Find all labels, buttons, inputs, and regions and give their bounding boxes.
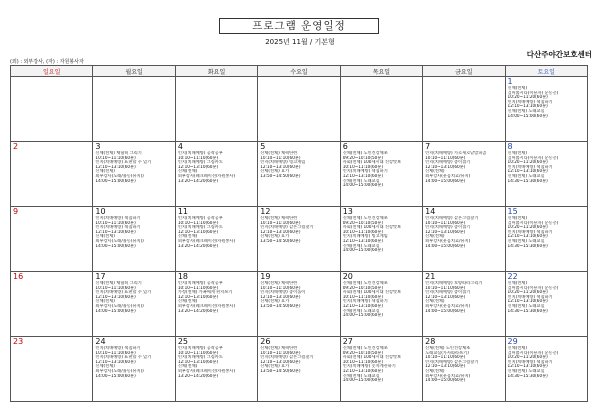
program-line: 신체(전체) <box>507 86 527 90</box>
program-line: 신체(전체) 노래교실 <box>507 368 545 373</box>
day-cell <box>258 142 340 207</box>
program-line: 신체(전체) <box>177 169 198 174</box>
program-line: 인지(치매예방) 색칠하기 <box>342 299 388 304</box>
day-cell <box>340 337 422 402</box>
program-line: 인지(치매예방) 같은그림찾기 <box>260 355 314 360</box>
program-line: 신체(전체) 노래교실 <box>342 373 380 378</box>
program-line: 09:20~10:10(50분) <box>342 350 383 355</box>
program-line: 신체(전체) <box>95 299 115 304</box>
program-line: 신체(전체) 체력단련 <box>260 281 298 285</box>
program-line: 외부강사(레크레이션/자원봉사) <box>177 368 236 373</box>
program-line: 신체(전체) 체력단련 <box>260 151 298 155</box>
day-number: 10 <box>95 207 106 216</box>
day-number: 9 <box>13 207 19 216</box>
day-number: 16 <box>13 272 24 281</box>
program-line: 13:50~14:50(60분) <box>260 303 301 308</box>
program-line: 신체(전체) <box>425 299 445 304</box>
center-name: 다산주야간보호센터 <box>526 50 592 59</box>
program-line: 인지(치매예방) 표현할 수 있기 <box>95 290 152 295</box>
program-line: 인지(치매예방) 색칠하기 <box>95 216 141 220</box>
program-line: 인지(치매예방) 색칠하기 <box>95 225 141 230</box>
program-line: 12:10~13:10(60분) <box>95 229 136 234</box>
program-line: 인지(치매예방) 같은그림찾기 <box>425 216 479 220</box>
program-line: 인지(치매예방) 색칠하기 <box>95 346 141 350</box>
program-line: 인지(치매예방) 표현할 수 있기 <box>95 160 152 165</box>
program-line: 12:10~13:10(60분) <box>342 303 383 308</box>
day-cell <box>11 272 93 337</box>
program-line: 신체(전체) 요가 <box>260 364 290 369</box>
day-cell <box>93 77 175 142</box>
program-line: 신체(전체) <box>177 299 198 304</box>
program-line: 14:00~15:00(60분) <box>342 313 383 318</box>
program-line: 10:10~11:10(60분) <box>425 155 466 160</box>
program-line: 인지(치매예방) 빙고게임 <box>342 234 388 239</box>
program-line: 노래교실(가사따라쓰기) <box>425 350 469 355</box>
program-line: 12:10~13:10(60분) <box>342 238 383 243</box>
weekday-wednesday: 수요일 <box>258 66 340 77</box>
program-line: 외부강사(레크레이션/자원봉사) <box>177 303 236 308</box>
program-line: 14:00~15:00(60분) <box>425 378 466 383</box>
program-line: 14:30~15:30(60분) <box>507 308 548 313</box>
day-number: 23 <box>13 337 24 346</box>
program-line: 12:10~13:10(60분) <box>507 364 548 369</box>
week-row <box>11 77 588 142</box>
day-cell <box>93 142 175 207</box>
program-line: 14:00~15:00(60분) <box>95 373 136 378</box>
program-line: 14:00~15:00(60분) <box>425 243 466 248</box>
day-number: 14 <box>425 207 436 216</box>
program-line: 외부강사(레크레이션/자원봉사) <box>177 173 236 178</box>
program-line: 신체(전체) <box>425 169 445 174</box>
program-line: 10:10~11:10(60분) <box>260 285 301 290</box>
day-number: 5 <box>260 142 266 151</box>
program-line: 인지(치매예방) 종이놀이 <box>260 290 306 295</box>
program-line: 14:00~15:00(60분) <box>425 308 466 313</box>
weekday-sunday: 일요일 <box>11 66 93 77</box>
program-line: 14:00~15:00(60분) <box>425 178 466 183</box>
program-line: 인지(치매예방) 종이접기 <box>425 225 471 230</box>
day-cell <box>11 77 93 142</box>
program-line: 신체(전체) 노래교실 <box>507 173 545 178</box>
day-cell <box>93 337 175 402</box>
program-line: 10:10~11:10(60분) <box>260 220 301 225</box>
day-cell <box>340 272 422 337</box>
program-line: 12:10~13:10(60분) <box>177 164 219 169</box>
program-line: 13:20~14:20(60분) <box>177 373 219 378</box>
week-row <box>11 272 588 337</box>
program-line: 12:10~13:10(60분) <box>507 299 548 304</box>
program-line: 12:10~13:10(60분) <box>95 359 136 364</box>
weekday-thursday: 목요일 <box>340 66 422 77</box>
day-number: 8 <box>507 142 513 151</box>
program-line: 인지(치매예방) 공작공부 <box>177 151 223 155</box>
day-number: 29 <box>507 337 518 346</box>
program-line: 신체(전체) 체험히 그리기 <box>95 281 142 285</box>
program-line: 10:20~11:20(60분) <box>507 355 548 360</box>
program-line: 신체(전체) 노인건강체조 <box>425 346 471 350</box>
day-cell <box>505 337 587 402</box>
program-line: 12:10~13:10(60분) <box>425 164 466 169</box>
day-cell <box>258 207 340 272</box>
program-line: 13:50~14:50(60분) <box>260 173 301 178</box>
day-number: 19 <box>260 272 271 281</box>
day-cell <box>340 142 422 207</box>
day-cell <box>423 337 505 402</box>
day-cell <box>11 337 93 402</box>
program-line: 인지(치매예방) 숫자계산하기 <box>342 364 396 369</box>
day-number: 3 <box>95 142 101 151</box>
program-line: 외부강사(레크레이션/자원봉사) <box>177 238 236 243</box>
program-line: 10:20~11:20(60분) <box>507 95 548 100</box>
program-line: 인지(치매예방) 종이접기 <box>425 160 471 165</box>
day-cell <box>93 207 175 272</box>
day-cell <box>505 272 587 337</box>
day-number: 12 <box>260 207 271 216</box>
program-line: 신체(전체) 노래교실 <box>507 238 545 243</box>
program-line: 인지(치매예방) 표현할 수 있기 <box>95 355 152 360</box>
program-line: 10:10~11:10(60분) <box>342 359 383 364</box>
program-line: 10:20~11:20(60분) <box>507 225 548 230</box>
program-line: 신체(전체) <box>95 364 115 369</box>
day-number: 26 <box>260 337 271 346</box>
program-line: 신체(전체) 노래교실 <box>342 308 380 313</box>
program-line: 10:10~11:10(60분) <box>342 164 383 169</box>
program-line: 신체(전체) <box>95 234 115 239</box>
program-line: 인지(치매예방) 같은그림찾기 <box>260 225 314 230</box>
day-cell <box>505 207 587 272</box>
program-line: 외부강사(웃음치료/유지) <box>425 303 471 308</box>
program-line: 인지(치매예방) 그림카드 <box>177 225 223 230</box>
program-line: 신체(전체) 체험히 그리기 <box>95 151 142 155</box>
program-line: 가정(전체) 가족에게 편지쓰기 <box>177 290 233 295</box>
program-line: 인지(치매예방) 빙고게임 <box>260 160 306 165</box>
day-number: 2 <box>13 142 19 151</box>
program-line: 걸어봅시다(이용자) 운동중) <box>507 220 559 225</box>
program-line: 신체(전체) <box>425 368 445 373</box>
program-line: 12:10~13:10(60분) <box>425 294 466 299</box>
day-number: 18 <box>177 272 189 281</box>
program-line: 10:20~11:20(60분) <box>507 290 548 295</box>
page-title: 프로그램 운영일정 <box>219 18 379 34</box>
program-line: 걸어봅시다(이용자) 운동중) <box>507 90 559 95</box>
day-number: 11 <box>177 207 189 216</box>
page-subtitle: 2025년 11월 / 기본형 <box>265 38 335 46</box>
program-line: 10:10~11:10(60분) <box>425 220 466 225</box>
week-row <box>11 207 588 272</box>
program-line: 14:00~15:00(60분) <box>95 243 136 248</box>
day-number: 7 <box>425 142 431 151</box>
program-line: 외부강사(웃음치료/유지) <box>425 173 471 178</box>
program-line: 12:10~13:10(60분) <box>260 294 301 299</box>
program-line: 12:10~13:10(60분) <box>507 234 548 239</box>
program-line: 걸어봅시다(이용자) 운동중) <box>507 350 559 355</box>
day-cell <box>11 142 93 207</box>
program-line: 10:10~11:10(60분) <box>95 220 136 225</box>
program-line: 10:10~11:10(60분) <box>177 350 219 355</box>
program-line: 10:10~11:10(60분) <box>177 285 219 290</box>
program-line: 인지(치매예방) 공작공부 <box>177 346 223 350</box>
program-line: 외부강사(노래/율동(유지)) <box>95 303 144 308</box>
day-cell <box>93 272 175 337</box>
program-line: 외부강사(웃음치료/유지) <box>425 373 471 378</box>
program-line: 사회(전체) 100세시대 건강맛보 <box>342 290 402 295</box>
program-line: 사회(전체) 100세시대 건강맛보 <box>342 160 402 165</box>
program-line: 10:10~11:10(60분) <box>425 285 466 290</box>
program-line: 12:10~13:10(60분) <box>177 229 219 234</box>
program-line: 13:50~14:50(60분) <box>260 368 301 373</box>
day-number: 1 <box>507 77 513 86</box>
day-cell <box>423 77 505 142</box>
program-line: 14:00~15:00(60분) <box>95 308 136 313</box>
day-cell <box>258 77 340 142</box>
day-cell <box>175 142 257 207</box>
program-line: 신체(전체) <box>507 346 527 350</box>
week-row <box>11 142 588 207</box>
day-cell <box>423 142 505 207</box>
weekday-header-row <box>11 66 588 77</box>
program-line: 14:00~15:00(60분) <box>342 248 383 253</box>
day-cell <box>423 207 505 272</box>
program-line: 12:10~13:10(60분) <box>342 368 383 373</box>
program-line: 신체(전체) 노인건강체조 <box>342 281 388 285</box>
program-line: 12:10~13:10(60분) <box>425 229 466 234</box>
program-line: 10:10~11:10(60분) <box>177 155 219 160</box>
day-cell <box>505 142 587 207</box>
program-line: 신체(전체) <box>177 364 198 369</box>
day-number: 27 <box>342 337 353 346</box>
program-line: 12:10~13:10(60분) <box>95 164 136 169</box>
day-cell <box>258 337 340 402</box>
program-line: 인지(치매예방) 그림카드 <box>177 160 223 165</box>
program-line: 12:10~13:10(60분) <box>425 364 466 369</box>
program-line: 14:00~15:00(60분) <box>342 378 383 383</box>
program-line: 인지(치매예방) 모양따라그리기 <box>425 281 483 285</box>
program-line: 인지(치매예방) 색칠하기 <box>507 229 553 234</box>
program-line: 10:10~11:10(60분) <box>342 294 383 299</box>
day-cell <box>11 207 93 272</box>
program-line: 12:10~13:10(60분) <box>507 169 548 174</box>
program-line: 인지(치매예방) 가로세로낱말퍼즐 <box>425 151 487 155</box>
program-line: 신체(전체) <box>425 234 445 239</box>
program-line: 13:50~14:50(60분) <box>260 238 301 243</box>
program-line: 14:00~15:00(60분) <box>507 113 548 118</box>
weekday-tuesday: 화요일 <box>175 66 257 77</box>
program-line: 12:10~13:10(60분) <box>95 294 136 299</box>
program-line: 09:20~10:10(50분) <box>342 155 383 160</box>
program-line: 10:10~11:10(60분) <box>95 285 136 290</box>
program-line: 10:10~11:10(60분) <box>95 155 136 160</box>
program-line: 인지(치매예방) 같은그림찾기 <box>425 359 479 364</box>
program-line: 인지(치매예방) 색칠하기 <box>507 294 553 299</box>
day-number: 25 <box>177 337 189 346</box>
program-line: 12:10~13:10(60분) <box>260 229 301 234</box>
program-line: 신체(전체) 요가 <box>260 169 290 174</box>
program-line: 신체(전체) 요가 <box>260 299 290 304</box>
program-line: 인지(치매예방) 그림카드 <box>177 355 223 360</box>
day-cell <box>175 272 257 337</box>
program-line: 신체(전체) 노인건강체조 <box>342 346 388 350</box>
week-row <box>11 337 588 402</box>
program-line: 인지(치매예방) 공작공부 <box>177 216 223 220</box>
day-cell <box>175 77 257 142</box>
program-line: 10:10~11:10(60분) <box>177 220 219 225</box>
legend: (외) : 외부강사, (자) : 자원봉사자 <box>10 59 84 65</box>
day-cell <box>505 77 587 142</box>
day-number: 20 <box>342 272 353 281</box>
program-line: 외부강사(노래/율동(유지)) <box>95 173 144 178</box>
program-line: 신체(전체) 노래교실 <box>507 303 545 308</box>
weekday-friday: 금요일 <box>423 66 505 77</box>
day-number: 24 <box>95 337 106 346</box>
program-line: 13:20~14:20(60분) <box>177 243 219 248</box>
program-line: 14:00~15:00(60분) <box>95 178 136 183</box>
day-cell <box>340 207 422 272</box>
program-line: 14:30~15:30(60분) <box>507 178 548 183</box>
program-line: 10:10~11:10(60분) <box>260 350 301 355</box>
program-line: 12:10~13:10(60분) <box>342 173 383 178</box>
program-line: 09:20~10:10(50분) <box>342 220 383 225</box>
program-line: 인지(치매예방) 색칠하기 <box>342 169 388 174</box>
day-number: 13 <box>342 207 353 216</box>
program-line: 외부강사(웃음치료/유지) <box>425 238 471 243</box>
day-cell <box>175 337 257 402</box>
program-line: 14:30~15:30(60분) <box>507 243 548 248</box>
program-line: 신체(전체) <box>507 151 527 155</box>
weekday-saturday: 토요일 <box>505 66 587 77</box>
program-line: 신체(전체) <box>177 234 198 239</box>
program-line: 신체(전체) 노인건강체조 <box>342 216 388 220</box>
program-line: 인지(치매예방) 색칠하기 <box>507 164 553 169</box>
program-line: 10:10~11:10(60분) <box>425 355 466 360</box>
day-number: 4 <box>177 142 183 151</box>
program-line: 12:10~13:10(60분) <box>177 294 219 299</box>
day-number: 6 <box>342 142 348 151</box>
day-number: 15 <box>507 207 518 216</box>
program-line: 13:20~14:20(60분) <box>177 308 219 313</box>
program-line: 사회(전체) 100세시대 건강맛보 <box>342 225 402 230</box>
program-line: 신체(전체) <box>95 169 115 174</box>
program-line: 신체(전체) 노래교실 <box>342 178 380 183</box>
day-number: 22 <box>507 272 518 281</box>
day-cell <box>340 77 422 142</box>
program-line: 13:20~14:20(60분) <box>177 178 219 183</box>
day-number: 28 <box>425 337 436 346</box>
program-line: 인지(치매예방) 색칠하기 <box>507 99 553 104</box>
program-line: 신체(전체) 체력단련 <box>260 216 298 220</box>
program-line: 인지(치매예방) 종이접기 <box>425 290 471 295</box>
program-line: 신체(전체) 노래교실 <box>342 243 380 248</box>
program-line: 외부강사(노래/율동(유지)) <box>95 368 144 373</box>
program-line: 10:10~11:10(60분) <box>260 155 301 160</box>
day-number: 17 <box>95 272 106 281</box>
program-line: 12:10~13:10(60분) <box>507 104 548 109</box>
program-line: 걸어봅시다(이용자) 운동중) <box>507 285 559 290</box>
program-line: 신체(전체) <box>507 216 527 220</box>
program-line: 사회(전체) 100세시대 건강맛보 <box>342 355 402 360</box>
program-line: 10:20~11:20(60분) <box>507 160 548 165</box>
day-cell <box>175 207 257 272</box>
day-number: 21 <box>425 272 436 281</box>
day-cell <box>258 272 340 337</box>
program-line: 10:10~11:10(60분) <box>95 350 136 355</box>
program-line: 신체(전체) <box>507 281 527 285</box>
program-line: 12:10~13:10(60분) <box>260 164 301 169</box>
program-line: 외부강사(노래/율동(유지)) <box>95 238 144 243</box>
program-line: 12:10~13:10(60분) <box>177 359 219 364</box>
program-line: 인지(치매예방) 공작공부 <box>177 281 223 285</box>
program-line: 걸어봅시다(이용자) 운동중) <box>507 155 559 160</box>
day-cell <box>423 272 505 337</box>
program-line: 신체(전체) 요가 <box>260 234 290 239</box>
program-line: 12:10~13:10(60분) <box>260 359 301 364</box>
program-line: 09:20~10:10(50분) <box>342 285 383 290</box>
program-line: 신체(전체) 체력단련 <box>260 346 298 350</box>
weekday-monday: 월요일 <box>93 66 175 77</box>
schedule-calendar <box>10 65 588 402</box>
program-line: 10:10~11:10(60분) <box>342 229 383 234</box>
program-line: 신체(전체) 노래교실 <box>507 108 545 113</box>
program-line: 14:00~15:00(60분) <box>342 183 383 188</box>
program-line: 14:30~15:30(60분) <box>507 373 548 378</box>
program-line: 신체(전체) 노인건강체조 <box>342 151 388 155</box>
program-line: 인지(치매예방) 색칠하기 <box>507 359 553 364</box>
